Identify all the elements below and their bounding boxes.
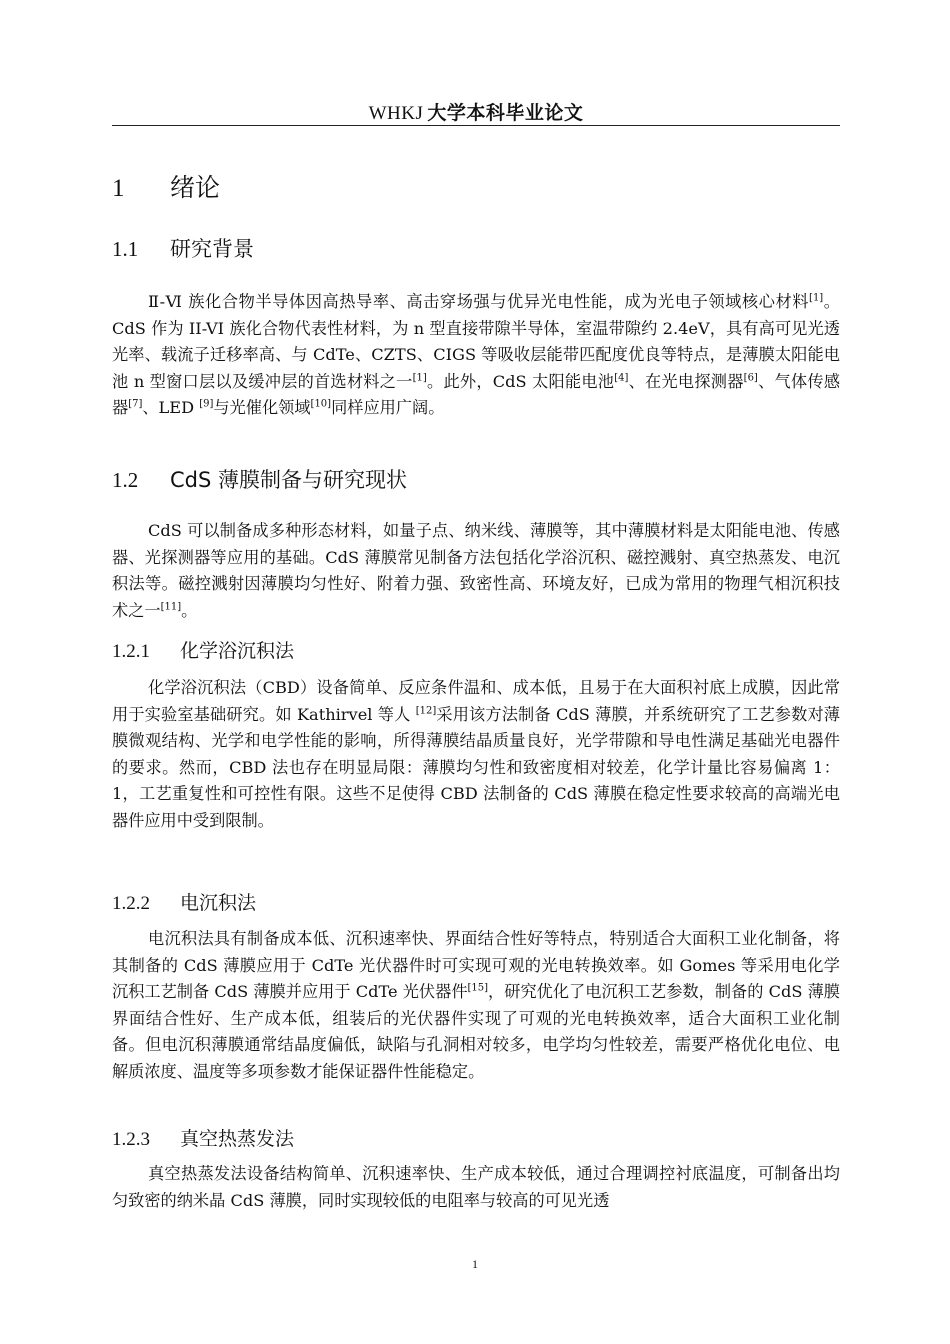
citation-ref: [7] xyxy=(128,398,143,410)
citation-ref: [1] xyxy=(809,292,824,304)
section-heading-1-2 xyxy=(112,464,407,494)
page-header xyxy=(112,98,840,125)
paragraph-text: Ⅱ-Ⅵ 族化合物半导体因高热导率、高击穿场强与优异光电性能，成为光电子领域核心材料 xyxy=(148,292,810,311)
subsection-heading-1-2-2 xyxy=(112,888,256,915)
paragraph-text: 同样应用广阔。 xyxy=(331,398,445,417)
citation-ref: [11] xyxy=(160,601,182,613)
section-heading-1-1 xyxy=(112,233,254,263)
citation-ref: [10] xyxy=(310,398,332,410)
subsection-number: 1.2.2 xyxy=(112,893,150,914)
paragraph-text: 化学浴沉积法（CBD）设备简单、反应条件温和、成本低，且易于在大面积衬底上成膜，因此常用于实验室基础研究。如 Kathirvel 等人 xyxy=(112,678,840,724)
paragraph-text: 、LED xyxy=(142,398,200,417)
paragraph-text: 。 xyxy=(181,600,198,620)
header-latin: WHKJ xyxy=(368,103,424,124)
paragraph-cds-preparation xyxy=(112,518,840,624)
paragraph-cbd xyxy=(112,675,840,834)
subsection-heading-1-2-1 xyxy=(112,636,294,663)
subsection-title: 化学浴沉积法 xyxy=(180,640,295,662)
header-title: 大学本科毕业论文 xyxy=(427,102,584,124)
paragraph-text: 。CdS 作为 II-VI 族化合物代表性材料，为 n 型直接带隙半导体，室温带隙约 2.4eV，具有高可见光透光率、载流子迁移率高、与 CdTe、CZTS、CIGS 等吸收层能带匹配度优良等特点，是薄膜太阳能电池 n 型窗口层以及缓冲层的首选材料之一 xyxy=(112,292,840,391)
chapter-heading xyxy=(112,168,220,204)
subsection-title: 真空热蒸发法 xyxy=(180,1128,295,1150)
subsection-heading-1-2-3 xyxy=(112,1124,294,1151)
citation-ref: [1] xyxy=(412,372,427,384)
paragraph-thermal-evaporation xyxy=(112,1161,840,1214)
chapter-number: 1 xyxy=(112,175,125,202)
citation-ref: [9] xyxy=(199,398,214,410)
paragraph-text: 与光催化领域 xyxy=(213,398,311,417)
section-title: CdS 薄膜制备与研究现状 xyxy=(170,468,407,492)
citation-ref: [15] xyxy=(467,982,489,994)
chapter-title: 绪论 xyxy=(170,173,221,202)
paragraph-text: 、在光电探测器 xyxy=(628,371,744,391)
page-number: 1 xyxy=(472,1257,478,1271)
paragraph-text: 。此外，CdS 太阳能电池 xyxy=(426,371,615,391)
section-number: 1.2 xyxy=(112,468,139,492)
subsection-title: 电沉积法 xyxy=(180,892,257,914)
citation-ref: [12] xyxy=(415,705,437,717)
header-divider xyxy=(112,125,840,126)
citation-ref: [4] xyxy=(614,372,629,384)
paragraph-text: 真空热蒸发法设备结构简单、沉积速率快、生产成本较低，通过合理调控衬底温度，可制备出均匀致密的纳米晶 CdS 薄膜，同时实现较低的电阻率与较高的可见光透 xyxy=(112,1164,840,1210)
paragraph-text: 采用该方法制备 CdS 薄膜，并系统研究了工艺参数对薄膜微观结构、光学和电学性能的影响，所得薄膜结晶质量良好，光学带隙和导电性满足基础光电器件的要求。然而，CBD 法也存在明显局限：薄膜均匀性和致密度相对较差，化学计量比容易偏离 1：1，工艺重复性和可控性有限。这些不足使得 CBD 法制备的 CdS 薄膜在稳定性要求较高的高端光电器件应用中受到限制。 xyxy=(112,704,840,830)
paragraph-electrodeposition xyxy=(112,926,840,1085)
subsection-number: 1.2.3 xyxy=(112,1129,150,1150)
section-number: 1.1 xyxy=(112,237,139,261)
section-title: 研究背景 xyxy=(170,237,254,261)
paragraph-text: 电沉积法具有制备成本低、沉积速率快、界面结合性好等特点，特别适合大面积工业化制备，将其制备的 CdS 薄膜应用于 CdTe 光伏器件时可实现可观的光电转换效率。如 Gomes 等采用电化学沉积工艺制备 CdS 薄膜并应用于 CdTe 光伏器件 xyxy=(112,929,840,1001)
paragraph-text: 、气体传感器 xyxy=(112,371,841,417)
subsection-number: 1.2.1 xyxy=(112,641,150,662)
citation-ref: [6] xyxy=(743,372,758,384)
paragraph-text: CdS 可以制备成多种形态材料，如量子点、纳米线、薄膜等，其中薄膜材料是太阳能电池、传感器、光探测器等应用的基础。CdS 薄膜常见制备方法包括化学浴沉积、磁控溅射、真空热蒸发、电沉积法等。磁控溅射因薄膜均匀性好、附着力强、致密性高、环境友好，已成为常用的物理气相沉积技术之一 xyxy=(112,521,840,620)
paragraph-text: ，研究优化了电沉积工艺参数，制备的 CdS 薄膜界面结合性好、生产成本低，组装后的光伏器件实现了可观的光电转换效率，适合大面积工业化制备。但电沉积薄膜通常结晶度偏低，缺陷与孔洞相对较多，电学均匀性较差，需要严格优化电位、电解质浓度、温度等多项参数才能保证器件性能稳定。 xyxy=(112,982,840,1081)
paragraph-research-background xyxy=(112,289,840,422)
